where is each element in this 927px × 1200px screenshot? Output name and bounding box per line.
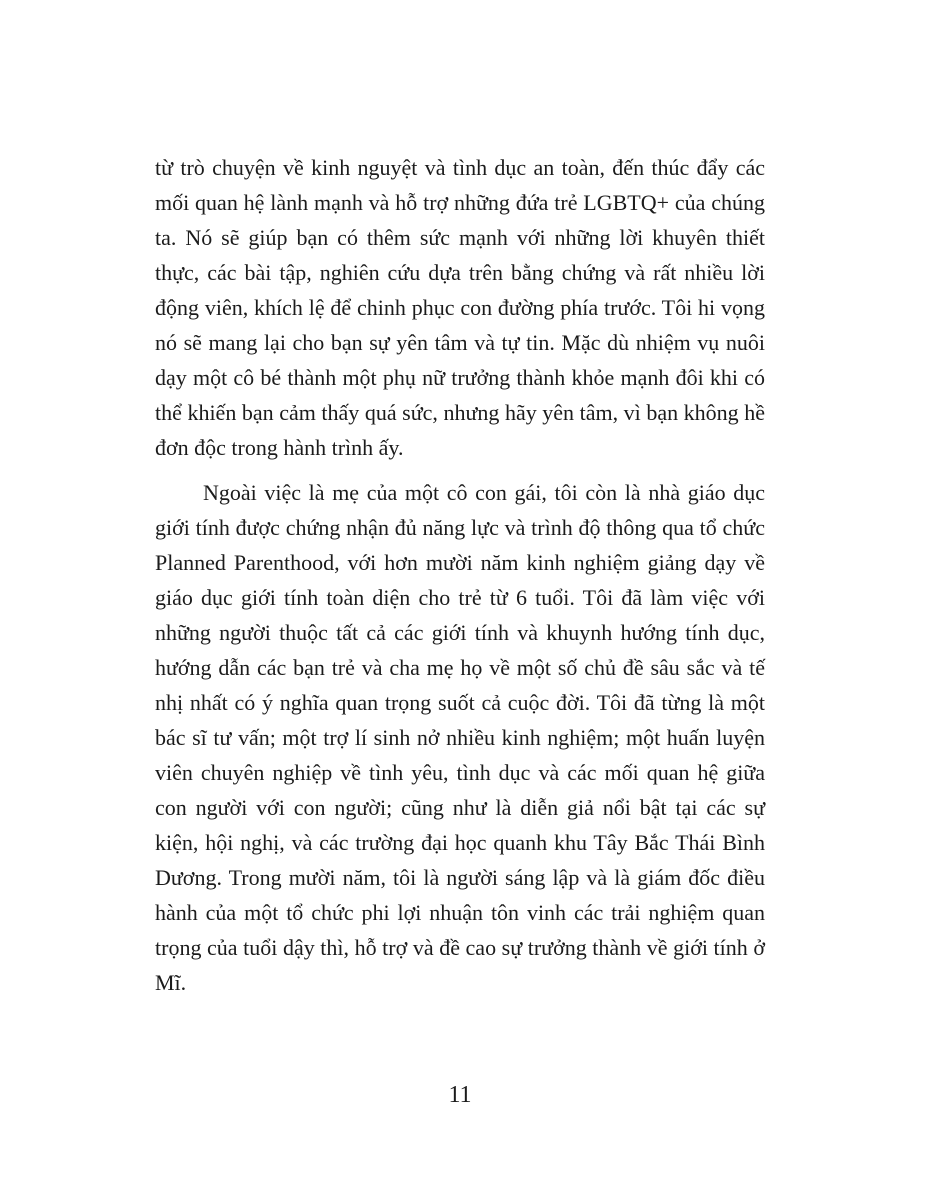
page-number: 11 [448, 1082, 472, 1108]
paragraph: từ trò chuyện về kinh nguyệt và tình dục an toàn, đến thúc đẩy các mối quan hệ lành mạnh và hỗ trợ những đứa trẻ LGBTQ+ của chúng ta. Nó sẽ giúp bạn có thêm sức mạnh với những lời khuyên thiết thực, các bài tập, nghiên cứu dựa trên bằng chứng và rất nhiều lời động viên, khích lệ để chinh phục con đường phía trước. Tôi hi vọng nó sẽ mang lại cho bạn sự yên tâm và tự tin. Mặc dù nhiệm vụ nuôi dạy một cô bé thành một phụ nữ trưởng thành khỏe mạnh đôi khi có thể khiến bạn cảm thấy quá sức, nhưng hãy yên tâm, vì bạn không hề đơn độc trong hành trình ấy. [155, 155, 765, 460]
paragraph: Ngoài việc là mẹ của một cô con gái, tôi còn là nhà giáo dục giới tính được chứng nhận đủ năng lực và trình độ thông qua tổ chức Planned Parenthood, với hơn mười năm kinh nghiệm giảng dạy về giáo dục giới tính toàn diện cho trẻ từ 6 tuổi. Tôi đã làm việc với những người thuộc tất cả các giới tính và khuynh hướng tính dục, hướng dẫn các bạn trẻ và cha mẹ họ về một số chủ đề sâu sắc và tế nhị nhất có ý nghĩa quan trọng suốt cả cuộc đời. Tôi đã từng là một bác sĩ tư vấn; một trợ lí sinh nở nhiều kinh nghiệm; một huấn luyện viên chuyên nghiệp về tình yêu, tình dục và các mối quan hệ giữa con người với con người; cũng như là diễn giả nổi bật tại các sự kiện, hội nghị, và các trường đại học quanh khu Tây Bắc Thái Bình Dương. Trong mười năm, tôi là người sáng lập và là giám đốc điều hành của một tổ chức phi lợi nhuận tôn vinh các trải nghiệm quan trọng của tuổi dậy thì, hỗ trợ và đề cao sự trưởng thành về giới tính ở Mĩ. [155, 480, 765, 995]
body-text [155, 150, 765, 1000]
